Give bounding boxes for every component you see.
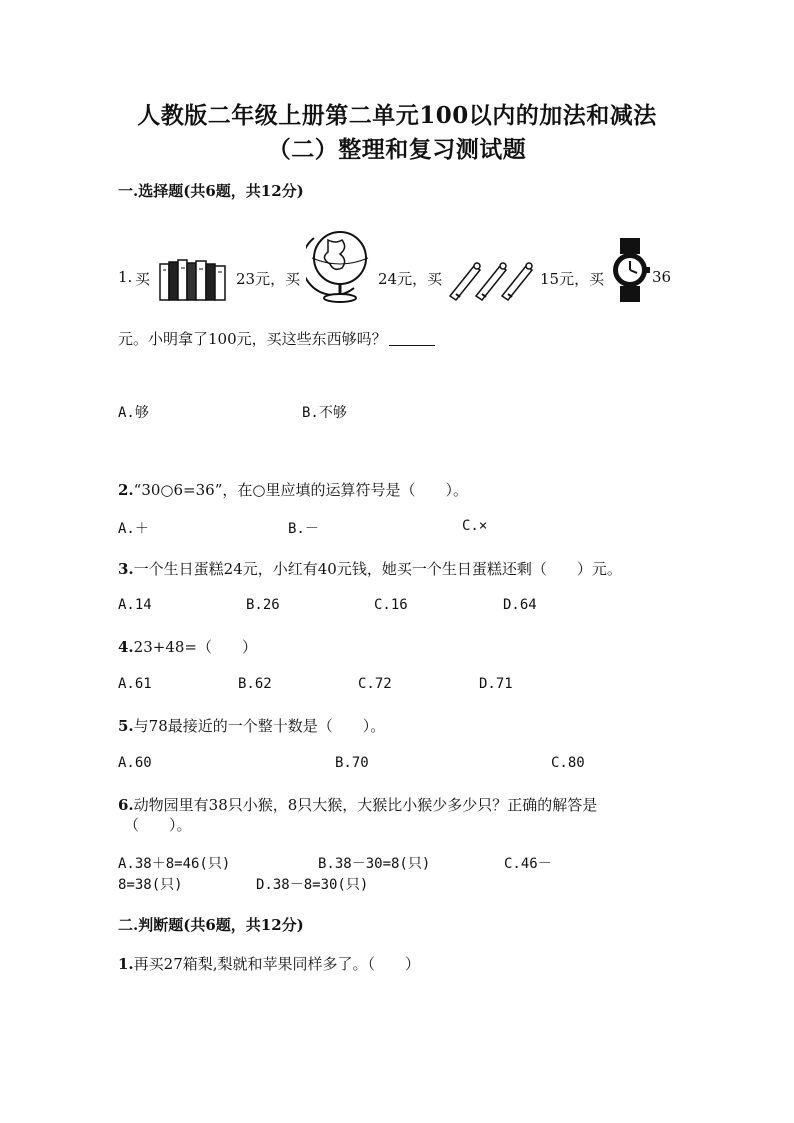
q6-option-d[interactable]: D.38－8=30(只)	[256, 877, 369, 893]
q6-option-c-cont: 8=38(只)	[118, 877, 183, 893]
q1-option-b[interactable]: B.不够	[302, 405, 347, 421]
q5-number: 5.	[118, 717, 134, 735]
q5-line	[118, 715, 385, 736]
page-title-line1: 人教版二年级上册第二单元100以内的加法和减法	[137, 102, 657, 129]
q1-text-part1: 买	[135, 270, 151, 288]
q2-option-b[interactable]: B.－	[288, 521, 319, 537]
q1-text-part3: 24元，买	[378, 270, 443, 288]
q6-number: 6.	[118, 796, 134, 814]
q3-line	[118, 558, 622, 579]
pens-icon	[446, 256, 538, 302]
q5-option-b[interactable]: B.70	[335, 755, 369, 771]
q2-number: 2.	[118, 481, 134, 499]
section2-heading: 二.判断题(共6题，共12分)	[118, 916, 304, 934]
q4-option-d[interactable]: D.71	[479, 676, 513, 692]
q4-option-a[interactable]: A.61	[118, 676, 152, 692]
q2-text: “30○6=36”，在○里应填的运算符号是（ ）。	[133, 481, 468, 499]
q1-text-part4: 15元，买	[540, 270, 605, 288]
page-title-line2: （二）整理和复习测试题	[267, 136, 527, 163]
q2-line	[118, 479, 468, 500]
watch-icon	[610, 238, 650, 302]
globe-icon	[306, 226, 374, 304]
q3-option-c[interactable]: C.16	[374, 597, 408, 613]
q5-option-a[interactable]: A.60	[118, 755, 152, 771]
q3-text: 一个生日蛋糕24元，小红有40元钱，她买一个生日蛋糕还剩（ ）元。	[133, 560, 622, 578]
books-icon	[158, 258, 232, 302]
q4-text: 23+48=（ ）	[133, 638, 257, 656]
answer-blank[interactable]	[389, 331, 435, 346]
q6-option-a[interactable]: A.38＋8=46(只)	[118, 856, 231, 872]
q6-text-line2: （ ）。	[124, 816, 192, 834]
q6-option-b[interactable]: B.38－30=8(只)	[318, 856, 431, 872]
s2-q1-line	[118, 953, 420, 974]
q3-option-d[interactable]: D.64	[503, 597, 537, 613]
q6-line	[118, 794, 597, 815]
q1-option-a[interactable]: A.够	[118, 405, 149, 421]
s2-q1-text: 再买27箱梨,梨就和苹果同样多了。（ ）	[133, 955, 421, 973]
q4-option-c[interactable]: C.72	[358, 676, 392, 692]
s2-q1-number: 1.	[118, 955, 134, 973]
q4-number: 4.	[118, 638, 134, 656]
q4-line	[118, 636, 257, 657]
q2-option-c[interactable]: C.×	[462, 518, 488, 534]
q5-text: 与78最接近的一个整十数是（ ）。	[133, 717, 386, 735]
q1-text-line2	[118, 328, 435, 349]
q3-number: 3.	[118, 560, 134, 578]
q1-number: 1.	[118, 268, 133, 286]
section1-heading: 一.选择题(共6题，共12分)	[118, 182, 304, 200]
q3-option-a[interactable]: A.14	[118, 597, 152, 613]
q5-option-c[interactable]: C.80	[551, 755, 585, 771]
q1-text-line2-content: 元。小明拿了100元，买这些东西够吗？	[118, 330, 387, 348]
q1-text-part5: 36	[652, 268, 672, 286]
q2-option-a[interactable]: A.＋	[118, 521, 149, 537]
q6-text: 动物园里有38只小猴，8只大猴，大猴比小猴少多少只？正确的解答是	[133, 796, 598, 814]
q1-text-part2: 23元，买	[236, 270, 301, 288]
q4-option-b[interactable]: B.62	[238, 676, 272, 692]
q6-option-c[interactable]: C.46－	[504, 856, 552, 872]
q3-option-b[interactable]: B.26	[246, 597, 280, 613]
